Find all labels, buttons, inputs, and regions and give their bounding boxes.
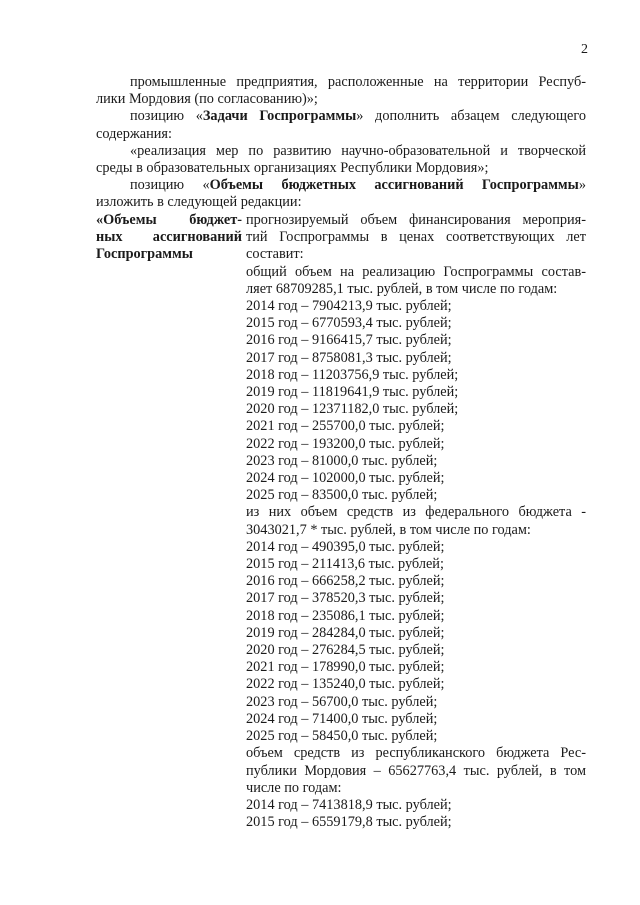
left-column-line-3: Госпрограммы: [96, 246, 193, 263]
intro-paragraph-2-line-1: [96, 108, 586, 125]
right-line: 2017 год – 378520,3 тыс. рублей;: [246, 590, 445, 607]
table-left-column: [96, 212, 242, 264]
table-right-column: [246, 212, 586, 831]
right-line: 2015 год – 211413,6 тыс. рублей;: [246, 556, 444, 573]
right-line: 2019 год – 11819641,9 тыс. рублей;: [246, 384, 459, 401]
right-line: 2014 год – 7413818,9 тыс. рублей;: [246, 796, 452, 813]
intro-paragraph-3-line-1: «реализация мер по развитию научно-образовательной и творческой: [130, 142, 586, 159]
right-line: 2016 год – 666258,2 тыс. рублей;: [246, 573, 445, 590]
right-line: 2022 год – 193200,0 тыс. рублей;: [246, 435, 445, 452]
right-line: 2015 год – 6559179,8 тыс. рублей;: [246, 814, 452, 831]
right-line: 2019 год – 284284,0 тыс. рублей;: [246, 624, 445, 641]
right-line: 2025 год – 83500,0 тыс. рублей;: [246, 487, 438, 504]
right-line: тий Госпрограммы в ценах соответствующих лет: [246, 229, 586, 246]
right-line: 2015 год – 6770593,4 тыс. рублей;: [246, 315, 452, 332]
right-line: 2023 год – 56700,0 тыс. рублей;: [246, 693, 438, 710]
intro-text: [96, 74, 586, 212]
intro-paragraph-2-line-2: содержания:: [96, 125, 172, 142]
right-line: 2018 год – 11203756,9 тыс. рублей;: [246, 366, 459, 383]
right-line: 2014 год – 490395,0 тыс. рублей;: [246, 538, 445, 555]
right-line: ляет 68709285,1 тыс. рублей, в том числе по годам:: [246, 280, 558, 297]
right-line: 2024 год – 71400,0 тыс. рублей;: [246, 710, 438, 727]
right-line: 3043021,7 * тыс. рублей, в том числе по годам:: [246, 521, 531, 538]
intro-paragraph-2-post: » дополнить абзацем следующего: [356, 108, 586, 125]
left-column-line-2: ных ассигнований: [96, 229, 242, 246]
intro-paragraph-1-line-1: промышленные предприятия, расположенные на территории Респуб-: [130, 74, 586, 90]
right-line: публики Мордовия – 65627763,4 тыс. рублей, в том: [246, 762, 586, 779]
intro-paragraph-1-line-2: лики Мордовия (по согласованию)»;: [96, 91, 318, 108]
right-line: общий объем на реализацию Госпрограммы состав-: [246, 263, 586, 280]
page-number: 2: [581, 42, 588, 57]
right-line: 2018 год – 235086,1 тыс. рублей;: [246, 607, 445, 624]
right-line: 2021 год – 178990,0 тыс. рублей;: [246, 659, 445, 676]
intro-paragraph-2-pre: позицию «: [130, 108, 203, 125]
right-line: 2020 год – 276284,5 тыс. рублей;: [246, 642, 445, 659]
right-line: прогнозируемый объем финансирования мероприя-: [246, 212, 586, 228]
right-line: 2022 год – 135240,0 тыс. рублей;: [246, 676, 445, 693]
right-line: 2023 год – 81000,0 тыс. рублей;: [246, 452, 438, 469]
intro-paragraph-2-bold: Задачи Госпрограммы: [202, 108, 357, 125]
right-line: объем средств из республиканского бюджета Рес-: [246, 745, 586, 762]
intro-paragraph-4-pre: позицию «: [130, 177, 210, 194]
right-line: 2024 год – 102000,0 тыс. рублей;: [246, 470, 445, 487]
intro-paragraph-4-line-2: изложить в следующей редакции:: [96, 194, 302, 211]
right-line: 2021 год – 255700,0 тыс. рублей;: [246, 418, 445, 435]
right-line: 2017 год – 8758081,3 тыс. рублей;: [246, 349, 452, 366]
right-line: 2025 год – 58450,0 тыс. рублей;: [246, 728, 438, 745]
intro-paragraph-4-line-1: [96, 177, 586, 194]
right-line: составит:: [246, 246, 304, 263]
intro-paragraph-4-bold: Объемы бюджетных ассигнований Госпрограммы: [209, 177, 579, 194]
right-line: 2020 год – 12371182,0 тыс. рублей;: [246, 401, 459, 418]
right-line: числе по годам:: [246, 779, 342, 796]
right-line: из них объем средств из федерального бюджета -: [246, 504, 586, 521]
intro-paragraph-3-line-2: среды в образовательных организациях Республики Мордовия»;: [96, 160, 489, 177]
left-column-line-1: «Объемы бюджет-: [96, 212, 242, 228]
right-line: 2014 год – 7904213,9 тыс. рублей;: [246, 298, 452, 315]
right-line: 2016 год – 9166415,7 тыс. рублей;: [246, 332, 452, 349]
intro-paragraph-4-post: »: [578, 177, 586, 194]
